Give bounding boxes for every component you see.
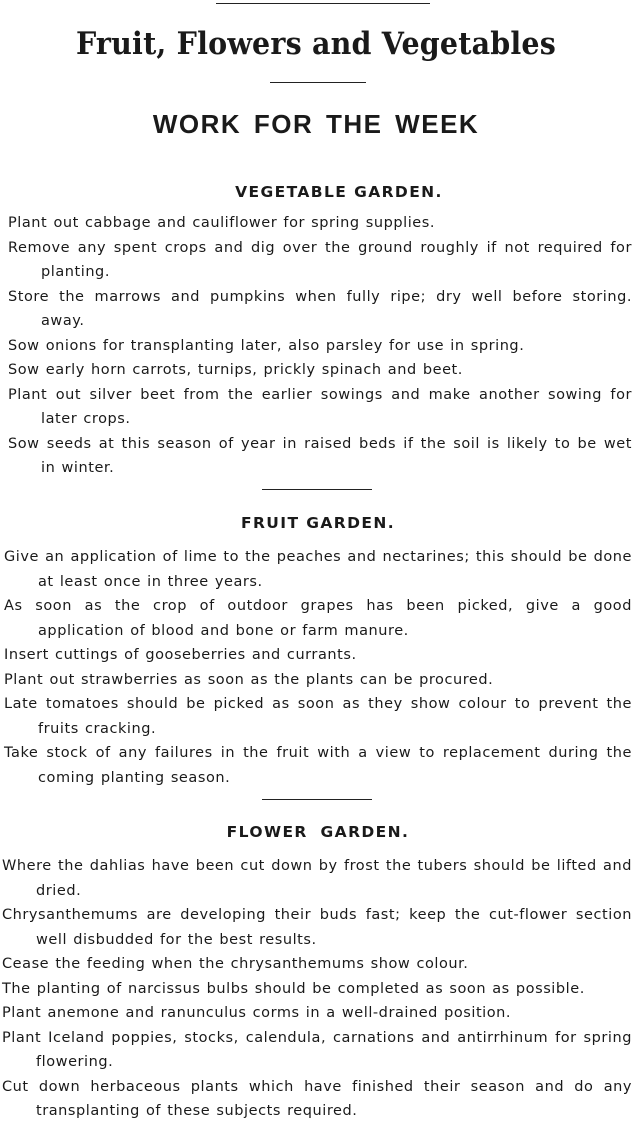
list-item: Give an application of lime to the peaches and nectarines; this should be done at least once in three years. — [4, 549, 632, 590]
page-title: Fruit, Flowers and Vegetables — [75, 26, 556, 62]
title-divider — [270, 82, 366, 83]
list-item: Take stock of any failures in the fruit with a view to replacement during the coming planting season. — [4, 745, 632, 786]
list-item: Insert cuttings of gooseberries and currants. — [4, 647, 357, 663]
list-item: Sow onions for transplanting later, also parsley for use in spring. — [8, 337, 525, 354]
list-item: Plant out silver beet from the earlier sowings and make another sowing for later crops. — [8, 386, 632, 427]
fruit-list — [4, 545, 632, 790]
section-divider — [262, 489, 372, 490]
list-item: Store the marrows and pumpkins when fully ripe; dry well before storing. away. — [8, 288, 632, 329]
list-item: Chrysanthemums are developing their buds fast; keep the cut-flower section well disbudded for the best results. — [2, 907, 632, 948]
list-item: Cut down herbaceous plants which have finished their season and do any transplanting of these subjects required. — [2, 1078, 632, 1119]
list-item: The planting of narcissus bulbs should be completed as soon as possible. — [2, 980, 585, 997]
list-item: As soon as the crop of outdoor grapes has been picked, give a good application of blood and bone or farm manure. — [4, 598, 632, 639]
list-item: Sow early horn carrots, turnips, prickly spinach and beet. — [8, 362, 463, 378]
list-item: Plant anemone and ranunculus corms in a well-drained position. — [2, 1005, 512, 1021]
top-rule — [216, 3, 430, 4]
list-item: Plant Iceland poppies, stocks, calendula, carnations and antirrhinum for spring flowering. — [2, 1029, 632, 1070]
list-item: Plant out strawberries as soon as the plants can be procured. — [4, 671, 494, 688]
section-divider — [262, 799, 372, 800]
list-item: Cease the feeding when the chrysanthemums show colour. — [2, 956, 469, 972]
flower-list — [2, 854, 632, 1124]
vegetable-list — [8, 211, 632, 481]
list-item: Late tomatoes should be picked as soon as they show colour to prevent the fruits cracking. — [4, 696, 632, 737]
page-subtitle: WORK FOR THE WEEK — [152, 109, 480, 139]
section-heading-vegetable: VEGETABLE GARDEN. — [235, 183, 443, 201]
section-heading-fruit: FRUIT GARDEN. — [240, 514, 395, 532]
list-item: Plant out cabbage and cauliflower for spring supplies. — [8, 215, 436, 231]
list-item: Where the dahlias have been cut down by frost the tubers should be lifted and dried. — [2, 858, 632, 899]
list-item: Sow seeds at this season of year in raised beds if the soil is likely to be wet in winter. — [8, 435, 632, 476]
section-heading-flower: FLOWER GARDEN. — [226, 823, 410, 841]
list-item: Remove any spent crops and dig over the ground roughly if not required for planting. — [8, 239, 632, 280]
